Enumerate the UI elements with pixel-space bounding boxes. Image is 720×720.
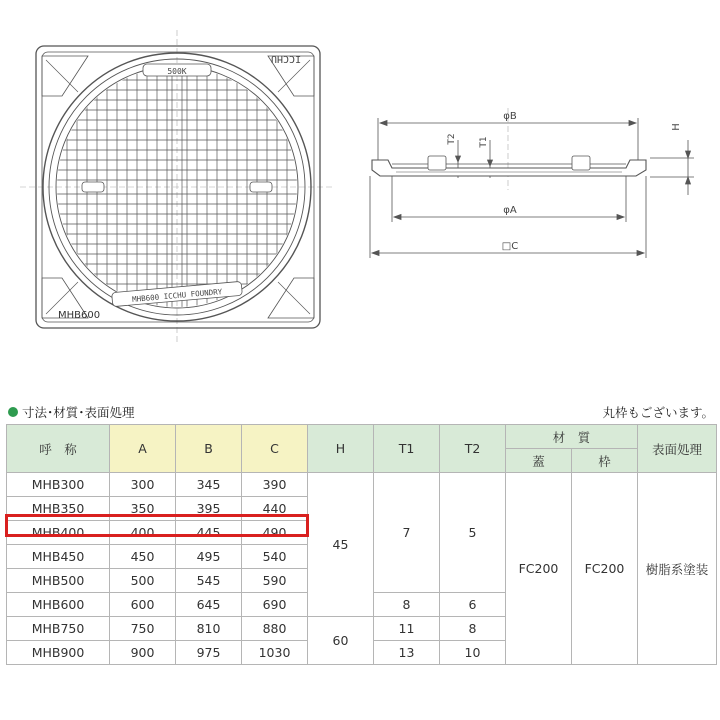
cell-surface-treatment: 樹脂系塗装	[638, 473, 717, 665]
cell-T1-8: 8	[374, 593, 440, 617]
cell-A: 400	[110, 521, 176, 545]
cell-A: 500	[110, 569, 176, 593]
cell-C: 490	[242, 521, 308, 545]
cell-A: 300	[110, 473, 176, 497]
header-material: 材 質	[506, 425, 638, 449]
dim-A-label: φA	[503, 205, 517, 216]
plan-ring-label: MHB600 ICCHU FOUNDRY	[131, 287, 223, 304]
row-highlight	[5, 514, 309, 537]
section-view	[370, 108, 694, 258]
table-row	[7, 473, 717, 497]
cell-B: 810	[176, 617, 242, 641]
header-name: 呼 称	[7, 425, 110, 473]
dim-H-label: H	[671, 123, 682, 131]
header-surface: 表面処理	[638, 425, 717, 473]
header-T1: T1	[374, 425, 440, 473]
plan-load-label: 500K	[167, 67, 187, 76]
cell-B: 345	[176, 473, 242, 497]
plan-brand-label: ICCHU	[270, 53, 302, 64]
bullet-icon	[8, 407, 18, 417]
cell-name: MHB400	[7, 521, 110, 545]
cell-A: 450	[110, 545, 176, 569]
cell-C: 1030	[242, 641, 308, 665]
cell-name: MHB300	[7, 473, 110, 497]
header-B: B	[176, 425, 242, 473]
cell-T1-11: 11	[374, 617, 440, 641]
cell-T2-8: 8	[440, 617, 506, 641]
cell-C: 390	[242, 473, 308, 497]
header-C: C	[242, 425, 308, 473]
cell-lid-material: FC200	[506, 473, 572, 665]
section-note: 丸枠もございます。	[602, 405, 714, 420]
cell-H-45: 45	[308, 473, 374, 617]
cell-C: 440	[242, 497, 308, 521]
dim-T1-label: T1	[479, 136, 489, 148]
header-T2: T2	[440, 425, 506, 473]
cell-name: MHB600	[7, 593, 110, 617]
cell-H-60: 60	[308, 617, 374, 665]
cell-C: 880	[242, 617, 308, 641]
cell-B: 545	[176, 569, 242, 593]
cell-T2-10: 10	[440, 641, 506, 665]
cell-T1-7: 7	[374, 473, 440, 593]
cell-name: MHB350	[7, 497, 110, 521]
cell-T2-5: 5	[440, 473, 506, 593]
cell-T2-6: 6	[440, 593, 506, 617]
dim-B-label: φB	[503, 111, 517, 122]
cell-T1-13: 13	[374, 641, 440, 665]
dim-C-label: □C	[501, 241, 519, 252]
cell-C: 590	[242, 569, 308, 593]
cell-B: 495	[176, 545, 242, 569]
cell-name: MHB500	[7, 569, 110, 593]
cell-A: 750	[110, 617, 176, 641]
cell-name: MHB750	[7, 617, 110, 641]
cell-B: 395	[176, 497, 242, 521]
cell-C: 540	[242, 545, 308, 569]
cell-name: MHB450	[7, 545, 110, 569]
cell-name: MHB900	[7, 641, 110, 665]
cell-A: 600	[110, 593, 176, 617]
header-frame: 枠	[572, 449, 638, 473]
cell-C: 690	[242, 593, 308, 617]
cell-B: 445	[176, 521, 242, 545]
header-H: H	[308, 425, 374, 473]
cell-B: 645	[176, 593, 242, 617]
spec-table	[6, 424, 717, 665]
section-title	[8, 403, 135, 421]
plan-model-label: MHB600	[58, 310, 101, 321]
header-A: A	[110, 425, 176, 473]
section-title-text: 寸法･材質･表面処理	[22, 405, 135, 420]
header-lid: 蓋	[506, 449, 572, 473]
cell-A: 350	[110, 497, 176, 521]
cell-frame-material: FC200	[572, 473, 638, 665]
dim-T2-label: T2	[447, 133, 457, 145]
cell-B: 975	[176, 641, 242, 665]
cell-A: 900	[110, 641, 176, 665]
